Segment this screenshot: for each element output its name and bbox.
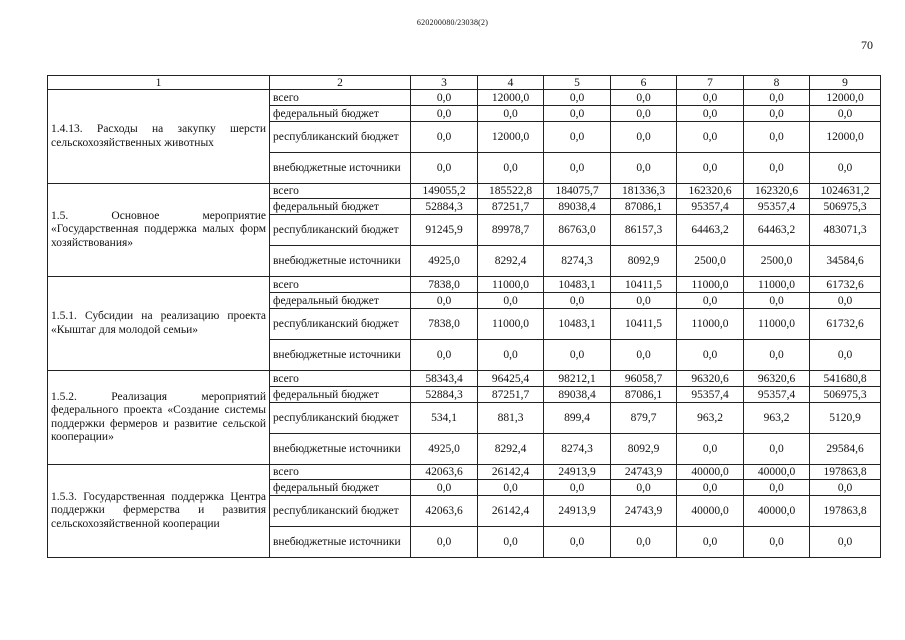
value-cell: 0,0 [677, 106, 744, 122]
value-cell: 0,0 [411, 480, 478, 496]
value-cell: 0,0 [544, 480, 611, 496]
value-cell: 534,1 [411, 403, 478, 434]
funding-source: внебюджетные источники [270, 434, 411, 465]
value-cell: 0,0 [411, 340, 478, 371]
value-cell: 87251,7 [478, 199, 544, 215]
value-cell: 0,0 [611, 527, 677, 558]
value-cell: 0,0 [478, 293, 544, 309]
funding-source: внебюджетные источники [270, 340, 411, 371]
value-cell: 11000,0 [478, 309, 544, 340]
value-cell: 0,0 [611, 340, 677, 371]
value-cell: 1024631,2 [810, 184, 881, 199]
value-cell: 10411,5 [611, 277, 677, 293]
value-cell: 197863,8 [810, 496, 881, 527]
table-row [48, 90, 881, 106]
value-cell: 0,0 [677, 527, 744, 558]
column-header: 4 [478, 76, 544, 90]
value-cell: 86157,3 [611, 215, 677, 246]
activity-title: 1.4.13. Расходы на закупку шерсти сельскохозяйственных животных [48, 90, 270, 184]
value-cell: 8292,4 [478, 246, 544, 277]
value-cell: 8274,3 [544, 246, 611, 277]
value-cell: 95357,4 [744, 387, 810, 403]
value-cell: 0,0 [677, 293, 744, 309]
funding-source: всего [270, 371, 411, 387]
value-cell: 10483,1 [544, 309, 611, 340]
value-cell: 91245,9 [411, 215, 478, 246]
funding-source: внебюджетные источники [270, 246, 411, 277]
funding-source: всего [270, 184, 411, 199]
value-cell: 8092,9 [611, 246, 677, 277]
value-cell: 11000,0 [744, 309, 810, 340]
value-cell: 24743,9 [611, 496, 677, 527]
value-cell: 541680,8 [810, 371, 881, 387]
value-cell: 506975,3 [810, 199, 881, 215]
page-number: 70 [861, 38, 873, 52]
value-cell: 87251,7 [478, 387, 544, 403]
value-cell: 0,0 [744, 293, 810, 309]
value-cell: 0,0 [677, 480, 744, 496]
value-cell: 0,0 [478, 340, 544, 371]
activity-title: 1.5.3. Государственная поддержка Центра поддержки фермерства и развития сельскохозяйственной кооперации [48, 465, 270, 558]
value-cell: 40000,0 [744, 465, 810, 480]
value-cell: 0,0 [677, 434, 744, 465]
value-cell: 11000,0 [677, 309, 744, 340]
value-cell: 86763,0 [544, 215, 611, 246]
value-cell: 89978,7 [478, 215, 544, 246]
value-cell: 4925,0 [411, 246, 478, 277]
value-cell: 0,0 [478, 153, 544, 184]
funding-source: всего [270, 90, 411, 106]
value-cell: 64463,2 [677, 215, 744, 246]
table-row [48, 184, 881, 199]
table-row [48, 371, 881, 387]
value-cell: 4925,0 [411, 434, 478, 465]
funding-source: республиканский бюджет [270, 403, 411, 434]
value-cell: 0,0 [744, 480, 810, 496]
value-cell: 0,0 [677, 153, 744, 184]
value-cell: 24913,9 [544, 496, 611, 527]
value-cell: 96320,6 [677, 371, 744, 387]
value-cell: 0,0 [544, 340, 611, 371]
value-cell: 0,0 [744, 122, 810, 153]
column-header: 9 [810, 76, 881, 90]
funding-source: федеральный бюджет [270, 199, 411, 215]
value-cell: 0,0 [810, 293, 881, 309]
value-cell: 24913,9 [544, 465, 611, 480]
funding-source: всего [270, 277, 411, 293]
activity-title: 1.5. Основное мероприятие «Государственная поддержка малых форм хозяйствования» [48, 184, 270, 277]
funding-source: республиканский бюджет [270, 309, 411, 340]
value-cell: 11000,0 [677, 277, 744, 293]
value-cell: 98212,1 [544, 371, 611, 387]
value-cell: 12000,0 [810, 90, 881, 106]
value-cell: 0,0 [611, 153, 677, 184]
value-cell: 0,0 [810, 340, 881, 371]
value-cell: 96320,6 [744, 371, 810, 387]
funding-source: республиканский бюджет [270, 122, 411, 153]
funding-source: республиканский бюджет [270, 215, 411, 246]
value-cell: 34584,6 [810, 246, 881, 277]
column-header: 7 [677, 76, 744, 90]
activity-title: 1.5.2. Реализация мероприятий федерального проекта «Создание системы поддержки фермеров и развитие сельской кооперации» [48, 371, 270, 465]
value-cell: 197863,8 [810, 465, 881, 480]
value-cell: 61732,6 [810, 277, 881, 293]
value-cell: 0,0 [544, 122, 611, 153]
column-header: 8 [744, 76, 810, 90]
value-cell: 899,4 [544, 403, 611, 434]
funding-source: федеральный бюджет [270, 480, 411, 496]
value-cell: 95357,4 [744, 199, 810, 215]
value-cell: 0,0 [611, 90, 677, 106]
funding-source: внебюджетные источники [270, 153, 411, 184]
value-cell: 40000,0 [744, 496, 810, 527]
value-cell: 26142,4 [478, 465, 544, 480]
value-cell: 0,0 [810, 480, 881, 496]
value-cell: 61732,6 [810, 309, 881, 340]
value-cell: 12000,0 [810, 122, 881, 153]
value-cell: 0,0 [744, 434, 810, 465]
value-cell: 0,0 [744, 340, 810, 371]
value-cell: 10483,1 [544, 277, 611, 293]
funding-source: республиканский бюджет [270, 496, 411, 527]
value-cell: 7838,0 [411, 309, 478, 340]
column-header: 3 [411, 76, 478, 90]
value-cell: 0,0 [544, 527, 611, 558]
value-cell: 0,0 [411, 90, 478, 106]
value-cell: 0,0 [478, 106, 544, 122]
value-cell: 0,0 [478, 480, 544, 496]
value-cell: 42063,6 [411, 496, 478, 527]
value-cell: 0,0 [810, 153, 881, 184]
value-cell: 0,0 [411, 122, 478, 153]
value-cell: 483071,3 [810, 215, 881, 246]
document-id: 620200080/23038(2) [416, 18, 489, 27]
value-cell: 0,0 [478, 527, 544, 558]
value-cell: 162320,6 [744, 184, 810, 199]
column-number-row [48, 76, 881, 90]
financing-table [47, 75, 881, 558]
value-cell: 181336,3 [611, 184, 677, 199]
funding-source: федеральный бюджет [270, 293, 411, 309]
value-cell: 0,0 [544, 90, 611, 106]
value-cell: 8292,4 [478, 434, 544, 465]
value-cell: 879,7 [611, 403, 677, 434]
activity-title: 1.5.1. Субсидии на реализацию проекта «Кыштаг для молодой семьи» [48, 277, 270, 371]
value-cell: 0,0 [677, 122, 744, 153]
value-cell: 26142,4 [478, 496, 544, 527]
value-cell: 87086,1 [611, 199, 677, 215]
column-header: 5 [544, 76, 611, 90]
value-cell: 0,0 [611, 122, 677, 153]
value-cell: 0,0 [411, 527, 478, 558]
value-cell: 0,0 [611, 106, 677, 122]
value-cell: 0,0 [677, 340, 744, 371]
column-header: 1 [48, 76, 270, 90]
value-cell: 52884,3 [411, 387, 478, 403]
funding-source: федеральный бюджет [270, 387, 411, 403]
value-cell: 8092,9 [611, 434, 677, 465]
value-cell: 95357,4 [677, 199, 744, 215]
value-cell: 0,0 [411, 153, 478, 184]
value-cell: 58343,4 [411, 371, 478, 387]
value-cell: 24743,9 [611, 465, 677, 480]
value-cell: 963,2 [677, 403, 744, 434]
column-header: 2 [270, 76, 411, 90]
value-cell: 506975,3 [810, 387, 881, 403]
value-cell: 0,0 [411, 106, 478, 122]
value-cell: 12000,0 [478, 90, 544, 106]
funding-source: федеральный бюджет [270, 106, 411, 122]
value-cell: 7838,0 [411, 277, 478, 293]
table-body [48, 90, 881, 558]
value-cell: 0,0 [810, 527, 881, 558]
value-cell: 0,0 [744, 153, 810, 184]
value-cell: 87086,1 [611, 387, 677, 403]
value-cell: 89038,4 [544, 199, 611, 215]
value-cell: 0,0 [744, 106, 810, 122]
value-cell: 5120,9 [810, 403, 881, 434]
value-cell: 29584,6 [810, 434, 881, 465]
value-cell: 162320,6 [677, 184, 744, 199]
value-cell: 11000,0 [478, 277, 544, 293]
value-cell: 0,0 [611, 480, 677, 496]
table-row [48, 465, 881, 480]
column-header: 6 [611, 76, 677, 90]
value-cell: 184075,7 [544, 184, 611, 199]
value-cell: 185522,8 [478, 184, 544, 199]
value-cell: 0,0 [677, 90, 744, 106]
funding-source: всего [270, 465, 411, 480]
value-cell: 64463,2 [744, 215, 810, 246]
value-cell: 0,0 [810, 106, 881, 122]
value-cell: 11000,0 [744, 277, 810, 293]
value-cell: 10411,5 [611, 309, 677, 340]
value-cell: 149055,2 [411, 184, 478, 199]
value-cell: 40000,0 [677, 496, 744, 527]
value-cell: 95357,4 [677, 387, 744, 403]
value-cell: 40000,0 [677, 465, 744, 480]
value-cell: 2500,0 [677, 246, 744, 277]
value-cell: 2500,0 [744, 246, 810, 277]
value-cell: 12000,0 [478, 122, 544, 153]
value-cell: 96425,4 [478, 371, 544, 387]
table-row [48, 277, 881, 293]
value-cell: 8274,3 [544, 434, 611, 465]
value-cell: 0,0 [611, 293, 677, 309]
funding-source: внебюджетные источники [270, 527, 411, 558]
value-cell: 96058,7 [611, 371, 677, 387]
value-cell: 963,2 [744, 403, 810, 434]
value-cell: 52884,3 [411, 199, 478, 215]
value-cell: 89038,4 [544, 387, 611, 403]
value-cell: 42063,6 [411, 465, 478, 480]
value-cell: 0,0 [544, 153, 611, 184]
value-cell: 0,0 [544, 106, 611, 122]
value-cell: 881,3 [478, 403, 544, 434]
value-cell: 0,0 [544, 293, 611, 309]
value-cell: 0,0 [744, 90, 810, 106]
value-cell: 0,0 [411, 293, 478, 309]
value-cell: 0,0 [744, 527, 810, 558]
